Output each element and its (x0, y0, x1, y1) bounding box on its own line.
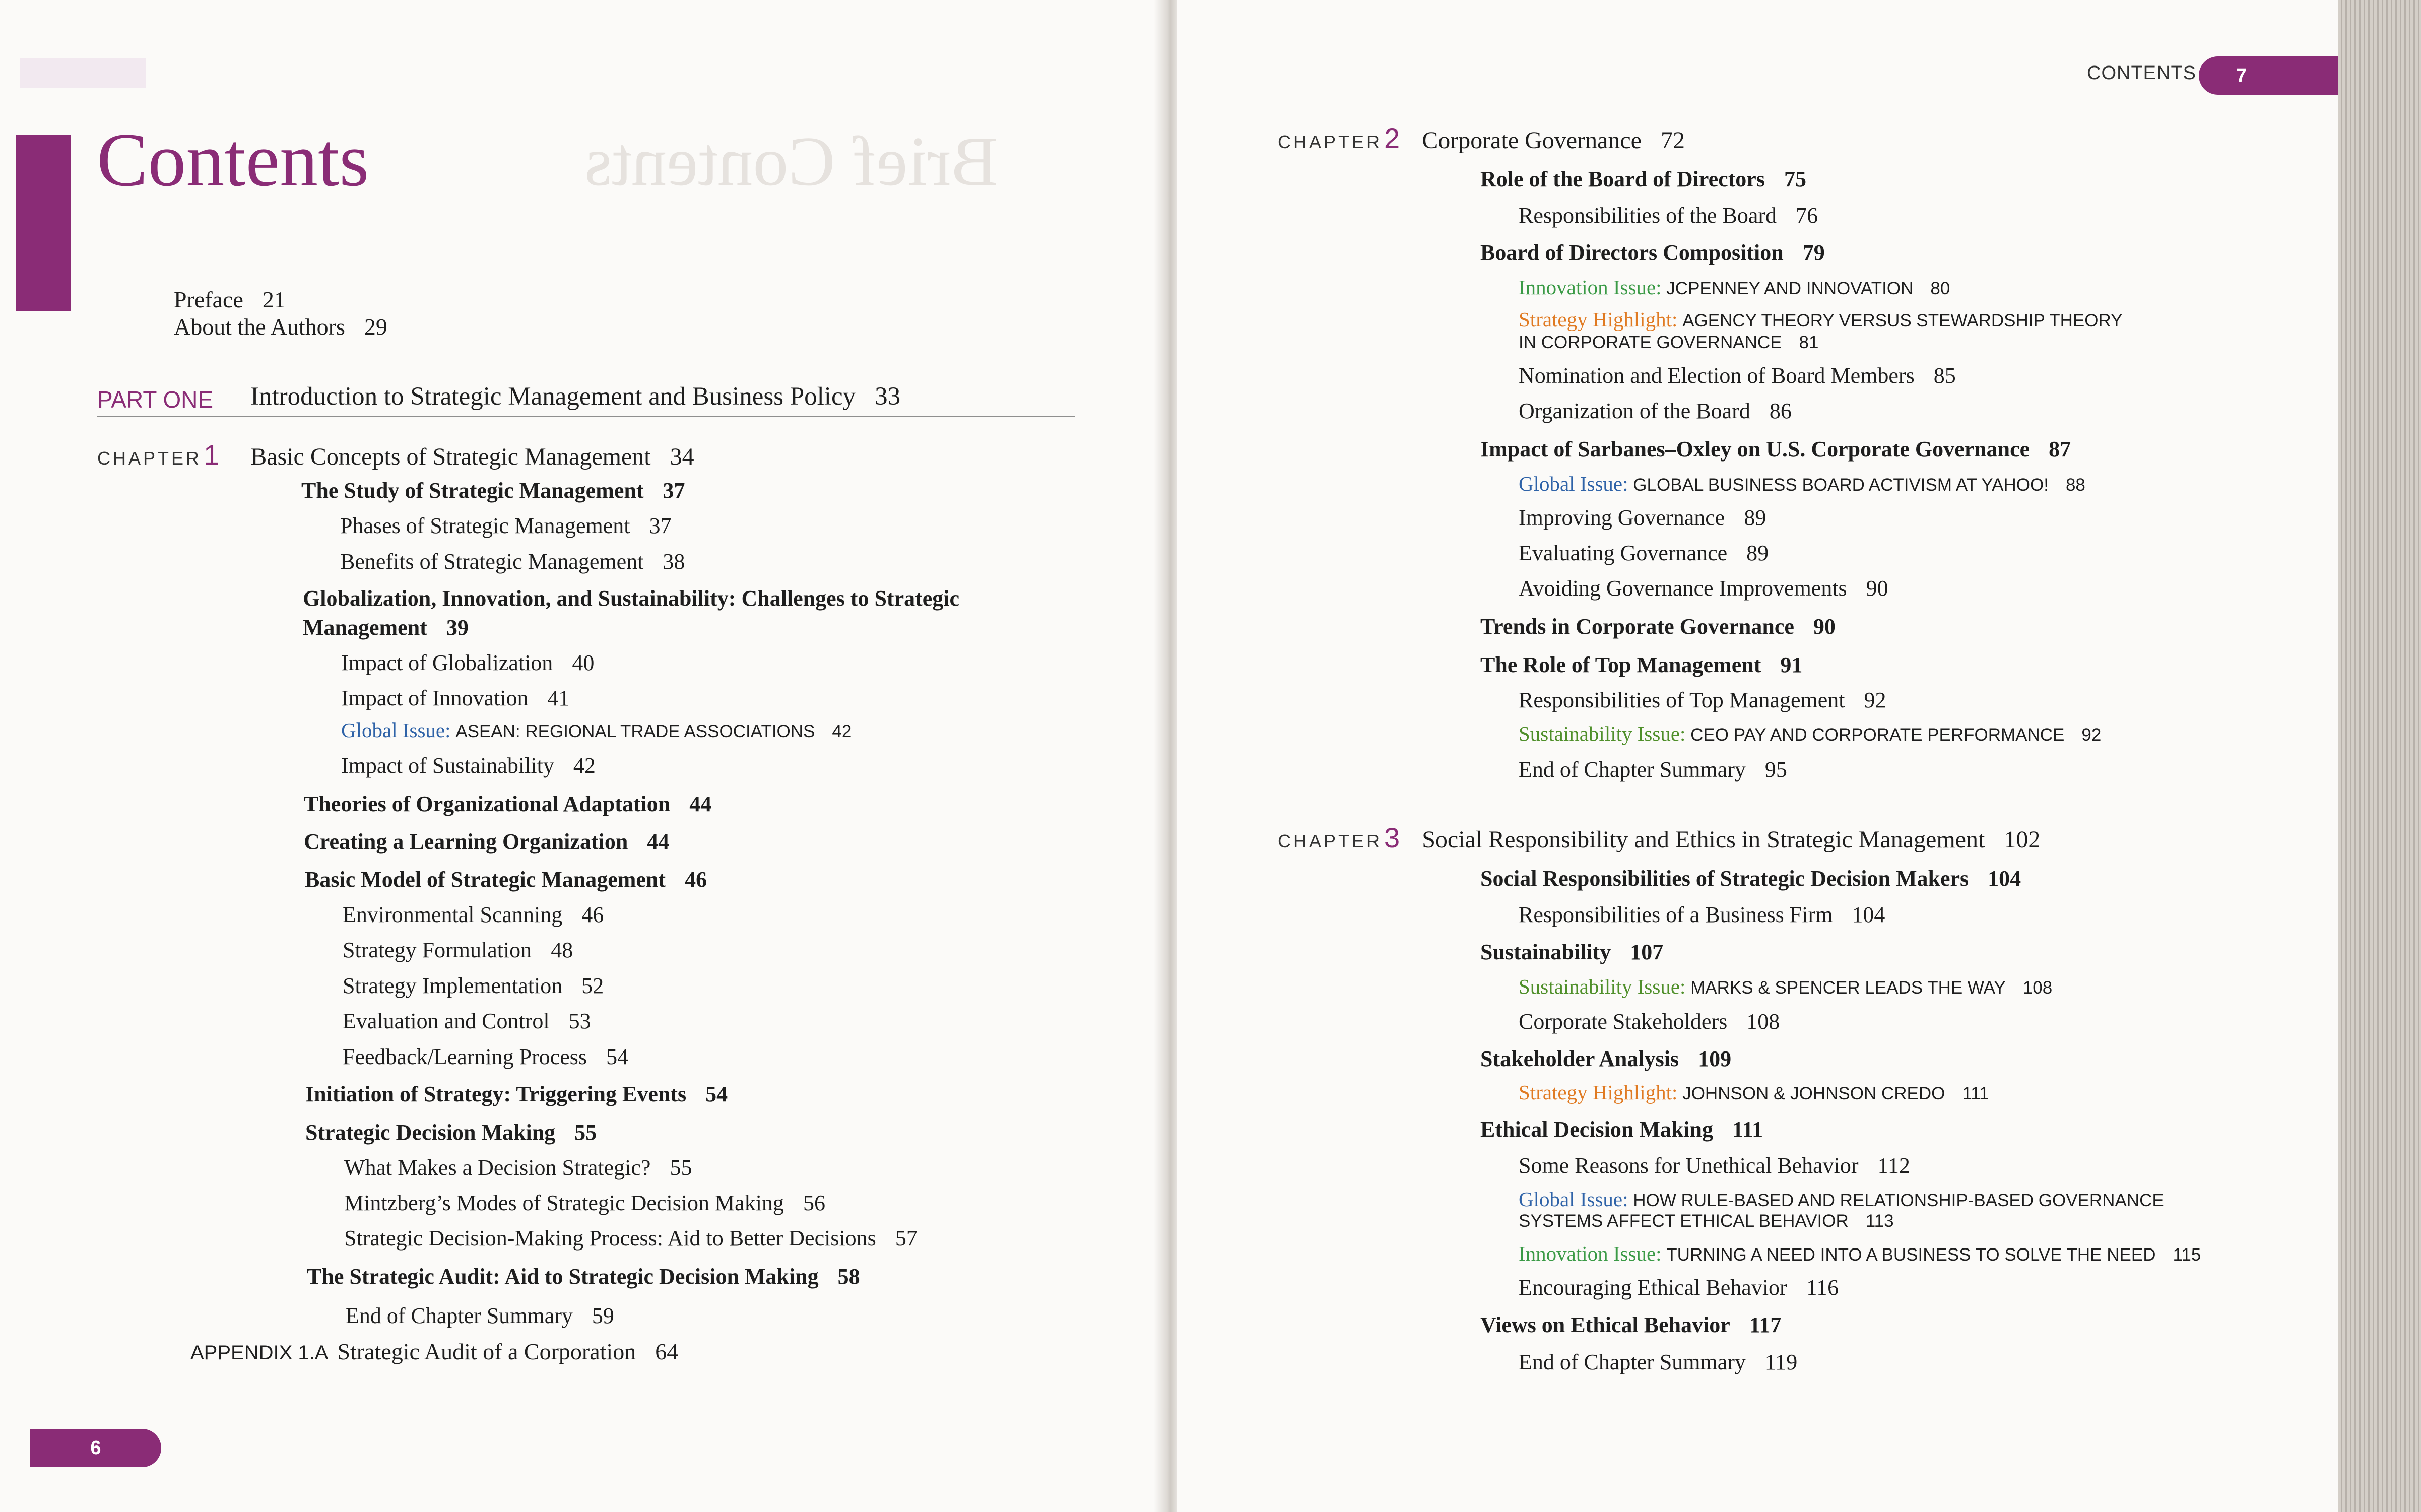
chapter-1-heading[interactable]: CHAPTER 1 Basic Concepts of Strategic Management 34 (97, 439, 694, 471)
toc-entry[interactable]: The Strategic Audit: Aid to Strategic Decision Making 58 (307, 1264, 860, 1289)
right-page (1177, 0, 2346, 1512)
toc-entry[interactable]: Basic Model of Strategic Management 46 (305, 867, 707, 892)
toc-entry-preface[interactable]: Preface 21 (174, 287, 286, 312)
feature-entry[interactable]: Global Issue: GLOBAL BUSINESS BOARD ACTIVISM AT YAHOO! 88 (1519, 472, 2085, 495)
part-rule (97, 416, 1075, 417)
toc-entry[interactable]: Impact of Globalization 40 (341, 650, 595, 675)
appendix-entry[interactable]: APPENDIX 1.A Strategic Audit of a Corporation 64 (190, 1339, 679, 1364)
toc-entry[interactable]: Responsibilities of the Board 76 (1519, 203, 1818, 228)
feature-entry[interactable]: Innovation Issue: JCPENNEY AND INNOVATION 80 (1519, 276, 1950, 299)
toc-entry[interactable]: Creating a Learning Organization 44 (304, 829, 670, 854)
toc-entry[interactable]: Organization of the Board 86 (1519, 399, 1792, 423)
toc-entry[interactable]: End of Chapter Summary 59 (346, 1303, 614, 1328)
toc-entry[interactable]: The Role of Top Management 91 (1480, 652, 1803, 677)
bleed-through-heading: Brief Contents (584, 122, 998, 201)
toc-entry[interactable]: Environmental Scanning 46 (343, 902, 604, 927)
toc-entry[interactable]: Ethical Decision Making 111 (1480, 1117, 1763, 1142)
running-head: CONTENTS (2087, 62, 2196, 84)
toc-entry[interactable]: Impact of Sustainability 42 (341, 753, 596, 778)
part-title[interactable]: Introduction to Strategic Management and Business Policy 33 (250, 382, 901, 411)
feature-entry[interactable]: Innovation Issue: TURNING A NEED INTO A BUSINESS TO SOLVE THE NEED 115 (1519, 1242, 2201, 1265)
toc-entry[interactable]: Strategic Decision Making 55 (305, 1120, 597, 1145)
toc-entry[interactable]: What Makes a Decision Strategic? 55 (344, 1155, 692, 1180)
toc-entry[interactable]: Views on Ethical Behavior 117 (1480, 1312, 1782, 1337)
toc-entry[interactable]: Initiation of Strategy: Triggering Events 54 (305, 1082, 728, 1106)
toc-entry[interactable]: Role of the Board of Directors 75 (1480, 167, 1806, 191)
top-tab-ghost (20, 58, 146, 88)
toc-entry[interactable]: Trends in Corporate Governance 90 (1480, 614, 1836, 639)
page-title: Contents (97, 117, 369, 202)
toc-entry[interactable]: Impact of Innovation 41 (341, 686, 570, 710)
toc-entry[interactable]: Phases of Strategic Management 37 (340, 513, 672, 538)
toc-entry[interactable]: Corporate Stakeholders 108 (1519, 1009, 1780, 1034)
page-number-tab: 7 (2199, 56, 2346, 95)
page-number-tab: 6 (30, 1429, 161, 1467)
toc-entry[interactable]: Management 39 (303, 615, 469, 640)
feature-entry[interactable]: Strategy Highlight: AGENCY THEORY VERSUS STEWARDSHIP THEORY (1519, 308, 2123, 331)
toc-entry[interactable]: Sustainability 107 (1480, 940, 1664, 964)
feature-entry[interactable]: Sustainability Issue: MARKS & SPENCER LEADS THE WAY 108 (1519, 975, 2053, 998)
toc-entry[interactable]: Benefits of Strategic Management 38 (340, 549, 685, 574)
chapter-3-heading[interactable]: CHAPTER 3 Social Responsibility and Ethics in Strategic Management 102 (1278, 822, 2041, 853)
toc-entry[interactable]: End of Chapter Summary 119 (1519, 1350, 1798, 1374)
toc-entry[interactable]: Strategy Formulation 48 (343, 938, 573, 962)
toc-entry[interactable]: End of Chapter Summary 95 (1519, 757, 1787, 782)
toc-entry[interactable]: Some Reasons for Unethical Behavior 112 (1519, 1153, 1910, 1178)
toc-entry[interactable]: Impact of Sarbanes–Oxley on U.S. Corporate Governance 87 (1480, 437, 2071, 462)
toc-entry[interactable]: The Study of Strategic Management 37 (301, 478, 685, 503)
toc-entry[interactable]: Encouraging Ethical Behavior 116 (1519, 1275, 1839, 1300)
toc-entry[interactable]: Mintzberg’s Modes of Strategic Decision Making 56 (344, 1191, 825, 1215)
left-page (0, 0, 1168, 1512)
toc-entry[interactable]: Strategy Implementation 52 (343, 973, 604, 998)
toc-entry[interactable]: Responsibilities of Top Management 92 (1519, 688, 1886, 712)
toc-entry[interactable]: Feedback/Learning Process 54 (343, 1044, 629, 1069)
toc-entry[interactable]: Strategic Decision-Making Process: Aid to Better Decisions 57 (344, 1226, 918, 1251)
feature-entry[interactable]: Global Issue: HOW RULE-BASED AND RELATIONSHIP-BASED GOVERNANCE (1519, 1188, 2164, 1211)
toc-entry[interactable]: Board of Directors Composition 79 (1480, 240, 1825, 265)
part-label: PART ONE (97, 386, 214, 413)
feature-entry[interactable]: Sustainability Issue: CEO PAY AND CORPORATE PERFORMANCE 92 (1519, 722, 2102, 745)
toc-entry[interactable]: Globalization, Innovation, and Sustainability: Challenges to Strategic (303, 586, 960, 611)
toc-entry[interactable]: Evaluation and Control 53 (343, 1009, 591, 1033)
feature-entry[interactable]: Strategy Highlight: JOHNSON & JOHNSON CREDO 111 (1519, 1081, 1989, 1104)
chapter-2-heading[interactable]: CHAPTER 2 Corporate Governance 72 (1278, 122, 1685, 154)
title-accent-bar (16, 135, 71, 311)
toc-entry[interactable]: Stakeholder Analysis 109 (1480, 1046, 1732, 1071)
feature-entry[interactable]: Global Issue: ASEAN: REGIONAL TRADE ASSOCIATIONS 42 (341, 718, 852, 742)
page-edges (2338, 0, 2421, 1512)
toc-entry[interactable]: Avoiding Governance Improvements 90 (1519, 576, 1888, 601)
toc-entry[interactable]: Nomination and Election of Board Members 85 (1519, 363, 1956, 388)
feature-entry-continued[interactable]: IN CORPORATE GOVERNANCE 81 (1519, 333, 1819, 352)
toc-entry[interactable]: Improving Governance 89 (1519, 505, 1766, 530)
feature-entry-continued[interactable]: SYSTEMS AFFECT ETHICAL BEHAVIOR 113 (1519, 1211, 1894, 1231)
toc-entry[interactable]: Responsibilities of a Business Firm 104 (1519, 902, 1885, 927)
toc-entry[interactable]: Evaluating Governance 89 (1519, 541, 1769, 565)
toc-entry[interactable]: Social Responsibilities of Strategic Decision Makers 104 (1480, 866, 2021, 891)
toc-entry[interactable]: Theories of Organizational Adaptation 44 (304, 792, 712, 816)
toc-entry-about-authors[interactable]: About the Authors 29 (174, 314, 387, 340)
